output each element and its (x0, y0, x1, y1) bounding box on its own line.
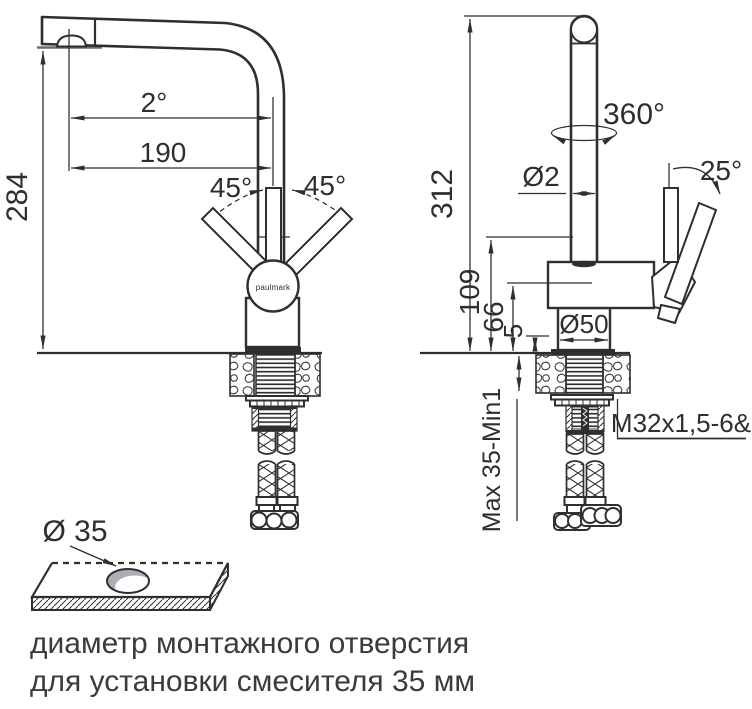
hole-diameter-label: Ø 35 (42, 515, 108, 548)
threaded-tube (566, 406, 604, 435)
reach-dim-label: 190 (139, 137, 187, 168)
threaded-shank (256, 354, 295, 396)
mixer-body (548, 262, 654, 308)
mounting-hole-detail (32, 515, 228, 610)
handle-vertical (266, 188, 281, 266)
aerator-dome (57, 36, 86, 47)
dim-66-label: 66 (478, 301, 509, 333)
thread-spec-label: M32x1,5-6& (610, 408, 752, 438)
hose-fittings (251, 497, 298, 529)
rotation-label: 360° (602, 98, 666, 131)
caption (30, 627, 475, 698)
caption-line2: для установки смесителя 35 мм (30, 665, 475, 698)
brand-logo: paulmark (255, 283, 291, 292)
angle-left-label: 45° (209, 172, 253, 203)
pipe-diameter-label: Ø2 (522, 161, 560, 192)
counter-section-right (295, 354, 320, 396)
counter-section-left (536, 355, 566, 393)
height-dim-label: 284 (1, 171, 34, 223)
base-diameter-label: Ø50 (559, 309, 609, 339)
handle-vertical (664, 188, 678, 262)
handle-angle-label: 25° (699, 155, 743, 186)
front-view (420, 16, 751, 532)
mount-nut (555, 400, 609, 406)
supply-hoses (255, 431, 297, 497)
counter-section-right (603, 355, 630, 393)
dim-109-label: 109 (454, 268, 485, 316)
handle-mount-tip (658, 305, 680, 323)
threaded-shank (566, 355, 603, 393)
slab-front-face (32, 597, 210, 610)
threaded-tube (252, 406, 297, 431)
height-dim-label: 312 (426, 168, 459, 220)
tilt-dim-label: 2° (140, 87, 168, 118)
riser-pipe (571, 16, 597, 263)
counter-section-left (230, 354, 254, 396)
mount-range-label: Max 35-Min1 (478, 387, 506, 533)
angle-right-label: 45° (303, 170, 347, 201)
side-view (1, 17, 352, 529)
hose-fittings (554, 497, 621, 530)
caption-line1: диаметр монтажного отверстия (30, 627, 470, 660)
supply-hoses (563, 434, 606, 497)
handle-tilted-right (285, 208, 352, 275)
dim-5-label: 5 (498, 323, 528, 339)
spout-end-circle (571, 17, 597, 43)
pipe-socket (572, 261, 596, 267)
